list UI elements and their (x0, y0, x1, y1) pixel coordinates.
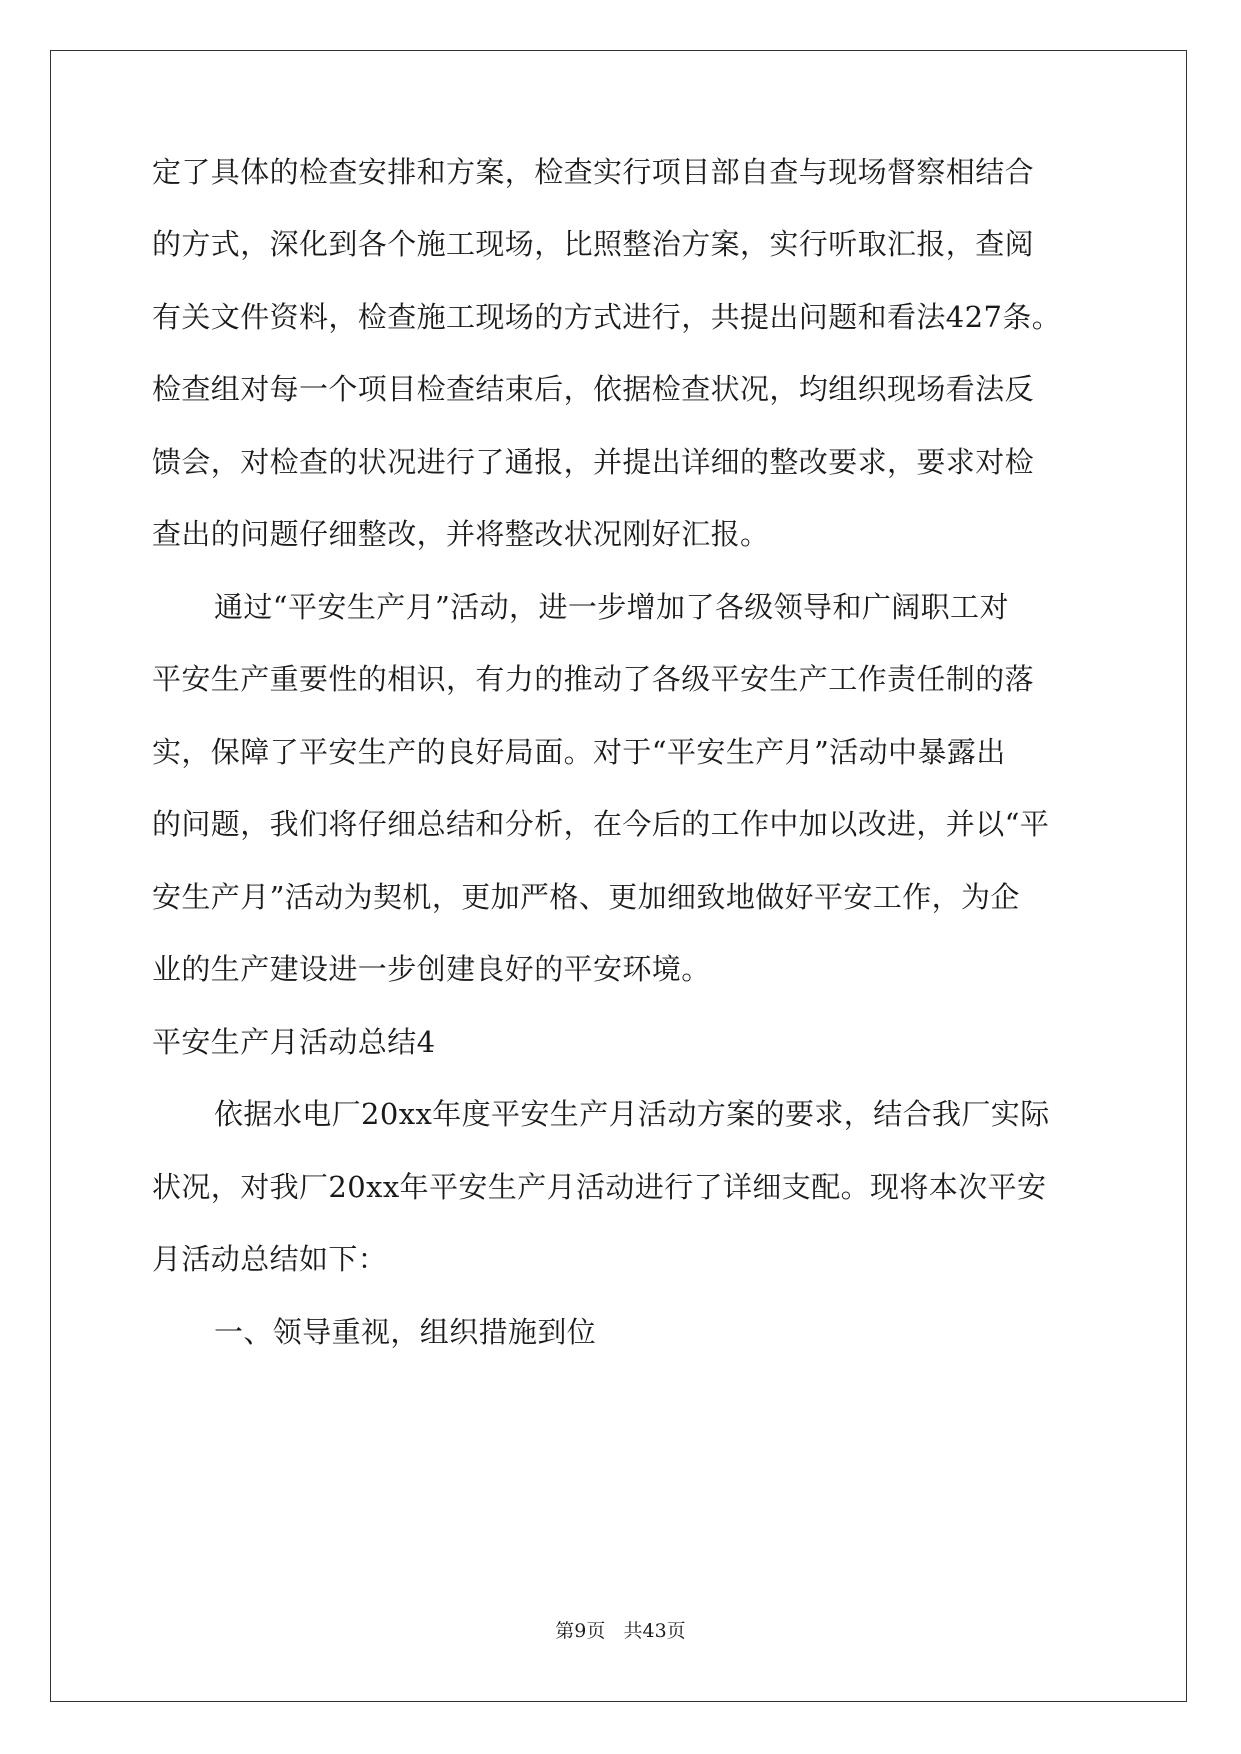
paragraph-line: 定了具体的检查安排和方案，检查实行项目部自查与现场督察相结合 (152, 155, 1035, 189)
paragraph-line: 实，保障了平安生产的良好局面。对于“平安生产月”活动中暴露出 (152, 735, 1006, 769)
section-heading: 平安生产月活动总结4 (152, 1025, 436, 1059)
paragraph-line: 的方式，深化到各个施工现场，比照整治方案，实行听取汇报，查阅 (152, 227, 1035, 261)
paragraph-line: 有关文件资料，检查施工现场的方式进行，共提出问题和看法427条。 (152, 300, 1062, 334)
subsection-heading: 一、领导重视，组织措施到位 (214, 1315, 597, 1349)
page-number-footer: 第9页 共43页 (555, 1620, 686, 1642)
paragraph-line: 业的生产建设进一步创建良好的平安环境。 (152, 952, 711, 986)
paragraph-line: 查出的问题仔细整改，并将整改状况刚好汇报。 (152, 517, 770, 551)
paragraph-line: 通过“平安生产月”活动，进一步增加了各级领导和广阔职工对 (214, 590, 1009, 624)
paragraph-line: 依据水电厂20xx年度平安生产月活动方案的要求，结合我厂实际 (214, 1097, 1050, 1131)
paragraph-line: 平安生产重要性的相识，有力的推动了各级平安生产工作责任制的落 (152, 662, 1035, 696)
paragraph-line: 月活动总结如下： (152, 1242, 388, 1276)
paragraph-line: 的问题，我们将仔细总结和分析，在今后的工作中加以改进，并以“平 (152, 807, 1050, 841)
paragraph-line: 馈会，对检查的状况进行了通报，并提出详细的整改要求，要求对检 (152, 445, 1035, 479)
paragraph-line: 状况，对我厂20xx年平安生产月活动进行了详细支配。现将本次平安 (152, 1170, 1047, 1204)
paragraph-line: 安生产月”活动为契机，更加严格、更加细致地做好平安工作，为企 (152, 880, 1020, 914)
paragraph-line: 检查组对每一个项目检查结束后，依据检查状况，均组织现场看法反 (152, 372, 1035, 406)
